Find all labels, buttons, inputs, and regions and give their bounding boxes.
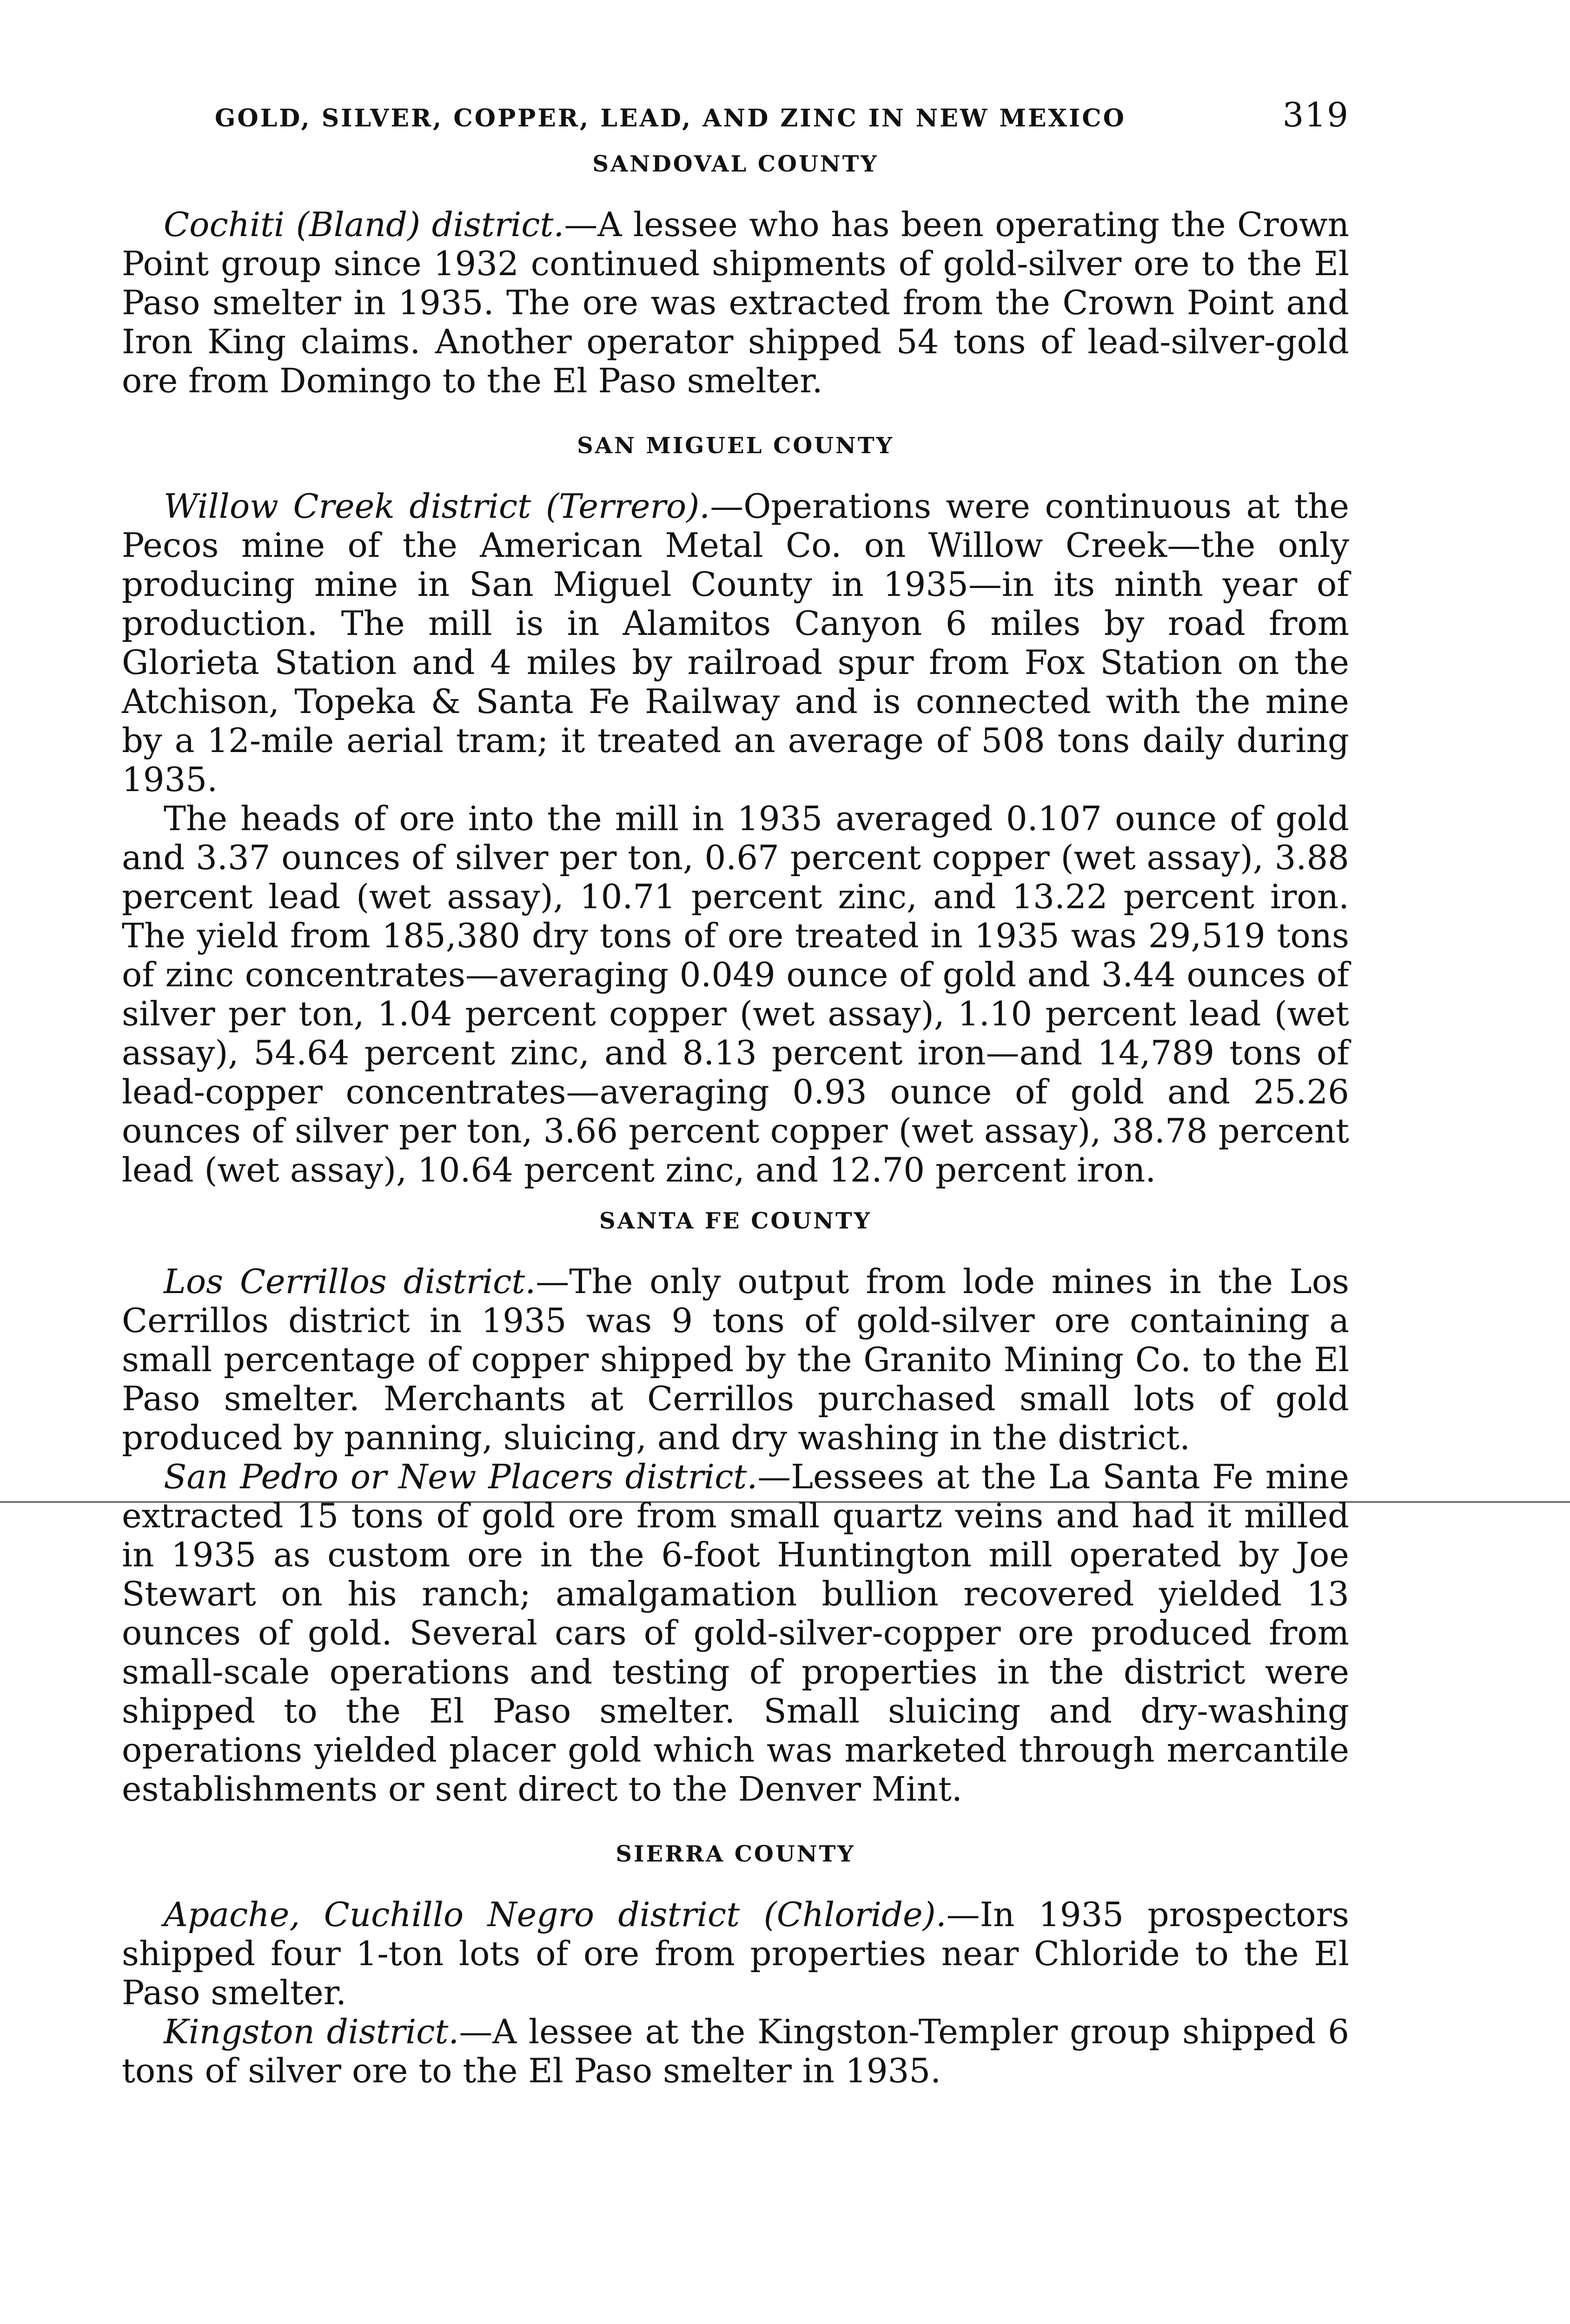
district-name: San Pedro or New Placers district. — [164, 1457, 758, 1496]
district-name: Apache, Cuchillo Negro district (Chloride). — [164, 1895, 947, 1934]
page-number: 319 — [1282, 95, 1349, 134]
district-name: Willow Creek district (Terrero). — [164, 487, 710, 526]
section-san-miguel-county — [122, 433, 1349, 1189]
paragraph-text: —A lessee who has been operating the Crown Point group since 1932 continued shipments of gold-silver ore to the El Paso smelter in 1935. The ore was extracted from the Crown Point and Iron King claims. Another operator shipped 54 tons of lead-silver-gold ore from Domingo to the El Paso smelter. — [122, 205, 1349, 400]
running-header — [122, 95, 1349, 151]
section-heading: SAN MIGUEL COUNTY — [577, 433, 894, 459]
paragraph — [122, 487, 1349, 799]
paragraph-text: —A lessee at the Kingston-Templer group shipped 6 tons of silver ore to the El Paso smelter in 1935. — [122, 2012, 1350, 2090]
paragraph-text: —Operations were continuous at the Pecos mine of the American Metal Co. on Willow Creek—the only producing mine in San Miguel County in 1935—in its ninth year of production. The mill is in Alamitos Canyon 6 miles by road from Glorieta Station and 4 miles by railroad spur from Fox Station on the Atchison, Topeka & Santa Fe Railway and is connected with the mine by a 12-mile aerial tram; it treated an average of 508 tons daily during 1935. — [122, 487, 1350, 799]
book-page — [122, 95, 1349, 2109]
paragraph — [122, 799, 1349, 1189]
district-name: Kingston district. — [164, 2012, 459, 2051]
paragraph — [122, 1457, 1349, 1809]
paragraph — [122, 1895, 1349, 2012]
running-title: GOLD, SILVER, COPPER, LEAD, AND ZINC IN NEW MEXICO — [215, 104, 1126, 132]
paragraph — [122, 205, 1349, 400]
paragraph — [122, 1262, 1349, 1457]
section-heading: SIERRA COUNTY — [616, 1841, 855, 1867]
district-name: Los Cerrillos district. — [164, 1262, 536, 1301]
section-heading: SANDOVAL COUNTY — [592, 151, 879, 177]
paragraph-text: —Lessees at the La Santa Fe mine extracted 15 tons of gold ore from small quartz veins and had it milled in 1935 as custom ore in the 6-foot Huntington mill operated by Joe Stewart on his ranch; amalgamation bullion recovered yielded 13 ounces of gold. Several cars of gold-silver-copper ore produced from small-scale operations and testing of properties in the district were shipped to the El Paso smelter. Small sluicing and dry-washing operations yielded placer gold which was marketed through mercantile establishments or sent direct to the Denver Mint. — [122, 1457, 1349, 1809]
district-name: Cochiti (Bland) district. — [164, 205, 564, 244]
section-sierra-county — [122, 1841, 1349, 2090]
section-heading: SANTA FE COUNTY — [599, 1208, 872, 1234]
section-sandoval-county — [122, 151, 1349, 400]
paragraph — [122, 2012, 1349, 2090]
section-santa-fe-county — [122, 1208, 1349, 1809]
paragraph-text: —The only output from lode mines in the Los Cerrillos district in 1935 was 9 tons of gold-silver ore containing a small percentage of copper shipped by the Granito Mining Co. to the El Paso smelter. Merchants at Cerrillos purchased small lots of gold produced by panning, sluicing, and dry washing in the district. — [122, 1262, 1349, 1457]
paragraph-text: —In 1935 prospectors shipped four 1-ton lots of ore from properties near Chloride to the El Paso smelter. — [122, 1895, 1349, 2012]
paragraph-text: The heads of ore into the mill in 1935 averaged 0.107 ounce of gold and 3.37 ounces of silver per ton, 0.67 percent copper (wet assay), 3.88 percent lead (wet assay), 10.71 percent zinc, and 13.22 percent iron. The yield from 185,380 dry tons of ore treated in 1935 was 29,519 tons of zinc concentrates—averaging 0.049 ounce of gold and 3.44 ounces of silver per ton, 1.04 percent copper (wet assay), 1.10 percent lead (wet assay), 54.64 percent zinc, and 8.13 percent iron—and 14,789 tons of lead-copper concentrates—averaging 0.93 ounce of gold and 25.26 ounces of silver per ton, 3.66 percent copper (wet assay), 38.78 percent lead (wet assay), 10.64 percent zinc, and 12.70 percent iron. — [122, 799, 1349, 1189]
